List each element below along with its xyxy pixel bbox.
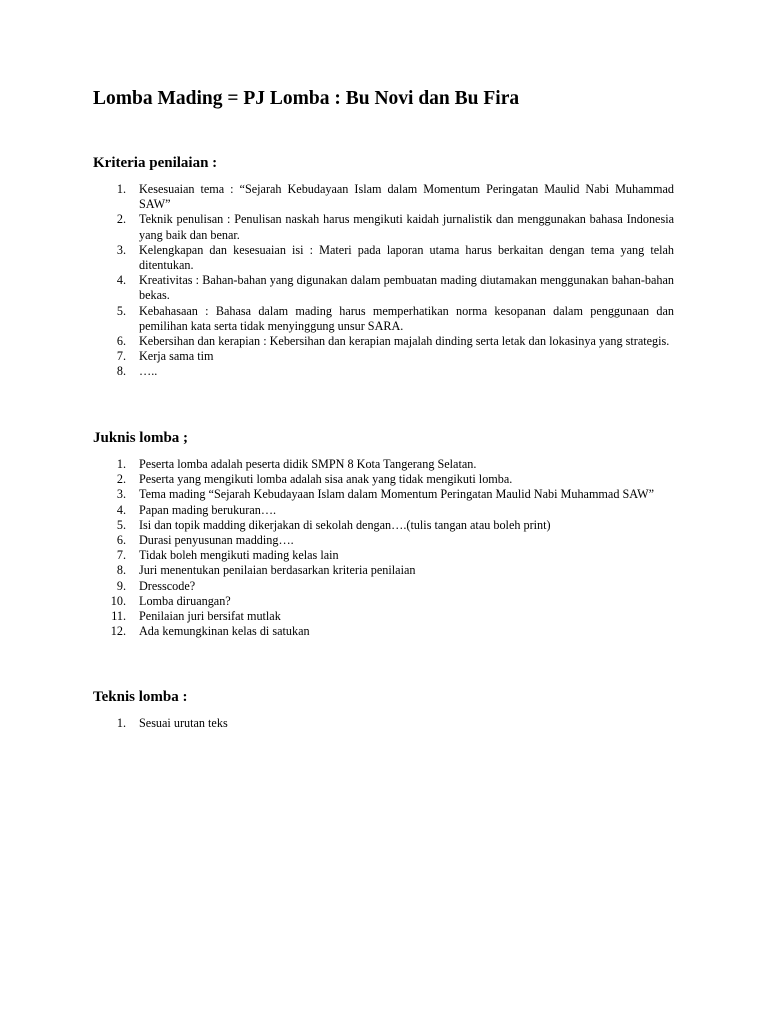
list-item	[0, 349, 674, 364]
list-number: 1.	[116, 457, 126, 471]
list-number: 1.	[116, 716, 126, 730]
list-number: 6.	[116, 334, 126, 349]
document-title: Lomba Mading = PJ Lomba : Bu Novi dan Bu Fira	[93, 88, 520, 109]
list-item-text: Kebahasaan : Bahasa dalam mading harus memperhatikan norma kesopanan dalam penggunaan dan pemilihan kata serta tidak menyinggung unsur SARA.	[139, 303, 674, 333]
list-item-text: Penilaian juri bersifat mutlak	[139, 609, 281, 624]
list-number: 11.	[111, 609, 126, 624]
list-item-text: …..	[139, 364, 158, 379]
list-number: 5.	[116, 517, 126, 532]
list-item-text: Kerja sama tim	[139, 349, 214, 364]
list-item-text: Ada kemungkinan kelas di satukan	[139, 624, 310, 639]
list-item	[0, 304, 674, 334]
section-heading-kriteria: Kriteria penilaian :	[93, 155, 218, 171]
list-item-text: Lomba diruangan?	[139, 593, 231, 608]
juknis-list	[0, 457, 674, 639]
list-number: 12.	[110, 624, 126, 639]
list-number: 3.	[116, 242, 126, 257]
list-number: 1.	[116, 182, 126, 196]
section-heading-juknis: Juknis lomba ;	[93, 430, 189, 446]
list-item	[0, 503, 674, 518]
list-item-text: Dresscode?	[139, 578, 196, 593]
list-item	[0, 182, 674, 212]
list-number: 4.	[116, 502, 126, 517]
list-item	[0, 487, 674, 502]
list-item	[0, 334, 674, 349]
list-item-text: Sesuai urutan teks	[139, 716, 228, 730]
list-item	[0, 563, 674, 578]
list-item	[0, 548, 674, 563]
list-item-text: Papan mading berukuran….	[139, 502, 277, 517]
list-item	[0, 243, 674, 273]
list-item	[0, 533, 674, 548]
list-item-text: Kreativitas : Bahan-bahan yang digunakan dalam pembuatan mading diutamakan menggunakan bahan-bahan bekas.	[139, 273, 674, 303]
list-item	[0, 624, 674, 639]
list-number: 3.	[116, 487, 126, 502]
list-number: 7.	[116, 548, 126, 563]
list-item	[0, 273, 674, 303]
teknis-list	[0, 716, 674, 731]
list-number: 8.	[116, 563, 126, 578]
list-item-text: Juri menentukan penilaian berdasarkan kriteria penilaian	[139, 563, 416, 578]
list-item	[0, 364, 674, 379]
list-item	[0, 518, 674, 533]
list-number: 10.	[110, 593, 126, 608]
list-item-text: Kebersihan dan kerapian : Kebersihan dan kerapian majalah dinding serta letak dan lokasinya yang strategis.	[139, 334, 670, 349]
list-item	[0, 716, 674, 731]
list-item-text: Teknik penulisan : Penulisan naskah harus mengikuti kaidah jurnalistik dan menggunakan bahasa Indonesia yang baik dan benar.	[139, 212, 674, 242]
list-item	[0, 609, 674, 624]
section-heading-teknis: Teknis lomba :	[93, 689, 188, 705]
list-item	[0, 212, 674, 242]
list-item	[0, 579, 674, 594]
list-item-text: Peserta yang mengikuti lomba adalah sisa anak yang tidak mengikuti lomba.	[139, 472, 513, 487]
list-number: 7.	[116, 349, 126, 364]
list-number: 8.	[116, 364, 126, 379]
list-item-text: Tidak boleh mengikuti mading kelas lain	[139, 548, 339, 563]
list-item-text: Peserta lomba adalah peserta didik SMPN 8 Kota Tangerang Selatan.	[139, 457, 477, 471]
list-number: 2.	[116, 472, 126, 487]
list-number: 5.	[116, 303, 126, 318]
kriteria-list	[0, 182, 674, 380]
list-item	[0, 457, 674, 472]
list-item-text: Isi dan topik madding dikerjakan di sekolah dengan….(tulis tangan atau boleh print)	[139, 517, 551, 532]
list-item-text: Kelengkapan dan kesesuaian isi : Materi pada laporan utama harus berkaitan dengan tema yang telah ditentukan.	[139, 242, 674, 273]
list-item-text: Tema mading “Sejarah Kebudayaan Islam dalam Momentum Peringatan Maulid Nabi Muhammad SAW”	[139, 487, 654, 502]
list-item	[0, 472, 674, 487]
list-number: 4.	[116, 273, 126, 288]
list-number: 6.	[116, 533, 126, 548]
list-number: 2.	[116, 212, 126, 227]
list-number: 9.	[116, 578, 126, 593]
list-item	[0, 594, 674, 609]
list-item-text: Durasi penyusunan madding….	[139, 533, 294, 548]
list-item-text: Kesesuaian tema : “Sejarah Kebudayaan Islam dalam Momentum Peringatan Maulid Nabi Muhammad SAW”	[139, 182, 674, 212]
